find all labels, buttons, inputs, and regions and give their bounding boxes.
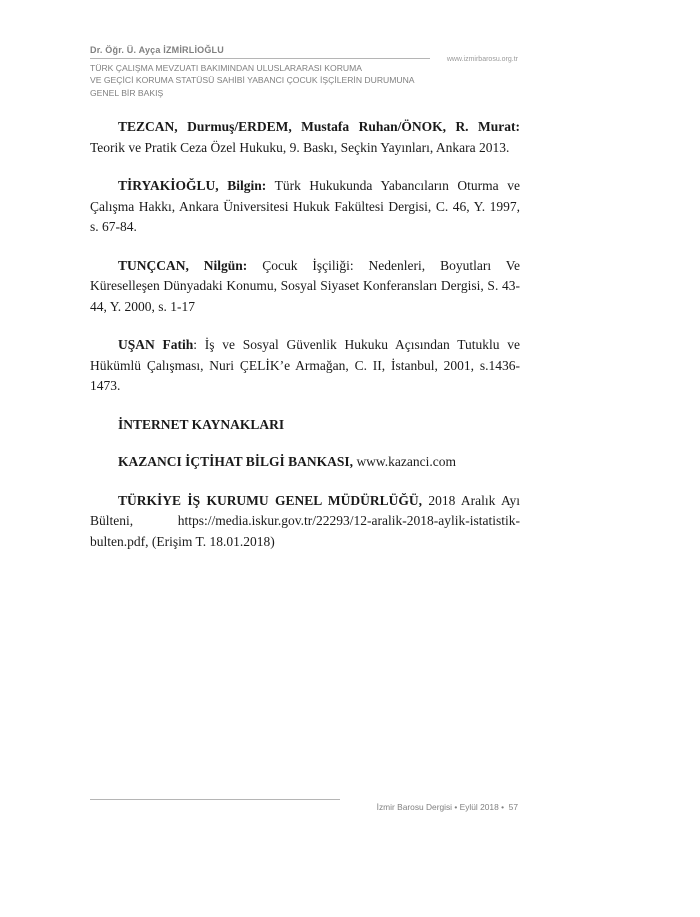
header-author: Dr. Öğr. Ü. Ayça İZMİRLİOĞLU	[90, 45, 224, 55]
entry-text: Türk Hukukunda Yabancıların Oturma ve Çalışma Hakkı, Ankara Üniversitesi Hukuk Fakültesi Dergisi, C. 46, Y. 1997, s. 67-84.	[90, 178, 520, 234]
header-divider	[90, 58, 430, 59]
header-title-line: VE GEÇİCİ KORUMA STATÜSÜ SAHİBİ YABANCI ÇOCUK İŞÇİLERİN DURUMUNA	[90, 75, 415, 86]
entry-author: TÜRKİYE İŞ KURUMU GENEL MÜDÜRLÜĞÜ,	[118, 492, 422, 508]
entry-author: TİRYAKİOĞLU, Bilgin:	[118, 178, 267, 193]
entry-author: TUNÇCAN, Nilgün:	[118, 257, 248, 273]
header-title-line: TÜRK ÇALIŞMA MEVZUATI BAKIMINDAN ULUSLARARASI KORUMA	[90, 63, 363, 73]
footer-divider	[90, 799, 340, 800]
bibliography	[90, 117, 520, 570]
bibliography-entry	[90, 117, 520, 158]
entry-author: KAZANCI İÇTİHAT BİLGİ BANKASI,	[118, 454, 354, 469]
footer-journal: İzmir Barosu Dergisi • Eylül 2018 •	[376, 802, 505, 812]
header-article-title	[90, 62, 510, 99]
entry-text[interactable]: 2018 Aralık Ayı Bülteni, https://media.iskur.gov.tr/22293/12-aralik-2018-aylik-istatistik-bulten.pdf, (Erişim T. 18.01.2018)	[90, 492, 520, 549]
entry-author: TEZCAN, Durmuş/ERDEM, Mustafa Ruhan/ÖNOK, R. Murat:	[118, 119, 520, 134]
page-footer	[377, 802, 518, 812]
section-heading: İNTERNET KAYNAKLARI	[118, 416, 285, 432]
web-source-entry	[90, 452, 520, 473]
web-source-entry	[90, 491, 520, 553]
entry-text: : İş ve Sosyal Güvenlik Hukuku Açısından Tutuklu ve Hükümlü Çalışması, Nuri ÇELİK’e Armağan, C. II, İstanbul, 2001, s.1436-1473.	[90, 337, 520, 393]
header-title-line: GENEL BİR BAKIŞ	[90, 87, 164, 98]
bibliography-entry	[90, 176, 520, 238]
header-website[interactable]: www.izmirbarosu.org.tr	[446, 56, 518, 63]
entry-text: Teorik ve Pratik Ceza Özel Hukuku, 9. Baskı, Seçkin Yayınları, Ankara 2013.	[90, 139, 510, 155]
bibliography-entry	[90, 256, 520, 318]
bibliography-entry	[90, 335, 520, 397]
entry-text: Çocuk İşçiliği: Nedenleri, Boyutları Ve Küreselleşen Dünyadaki Konumu, Sosyal Siyaset Konferansları Dergisi, S. 43-44, Y. 2000, s. 1-17	[90, 257, 520, 314]
page-number: 57	[508, 802, 518, 812]
entry-link[interactable]: www.kazanci.com	[353, 454, 457, 469]
entry-author: UŞAN Fatih	[118, 337, 194, 352]
